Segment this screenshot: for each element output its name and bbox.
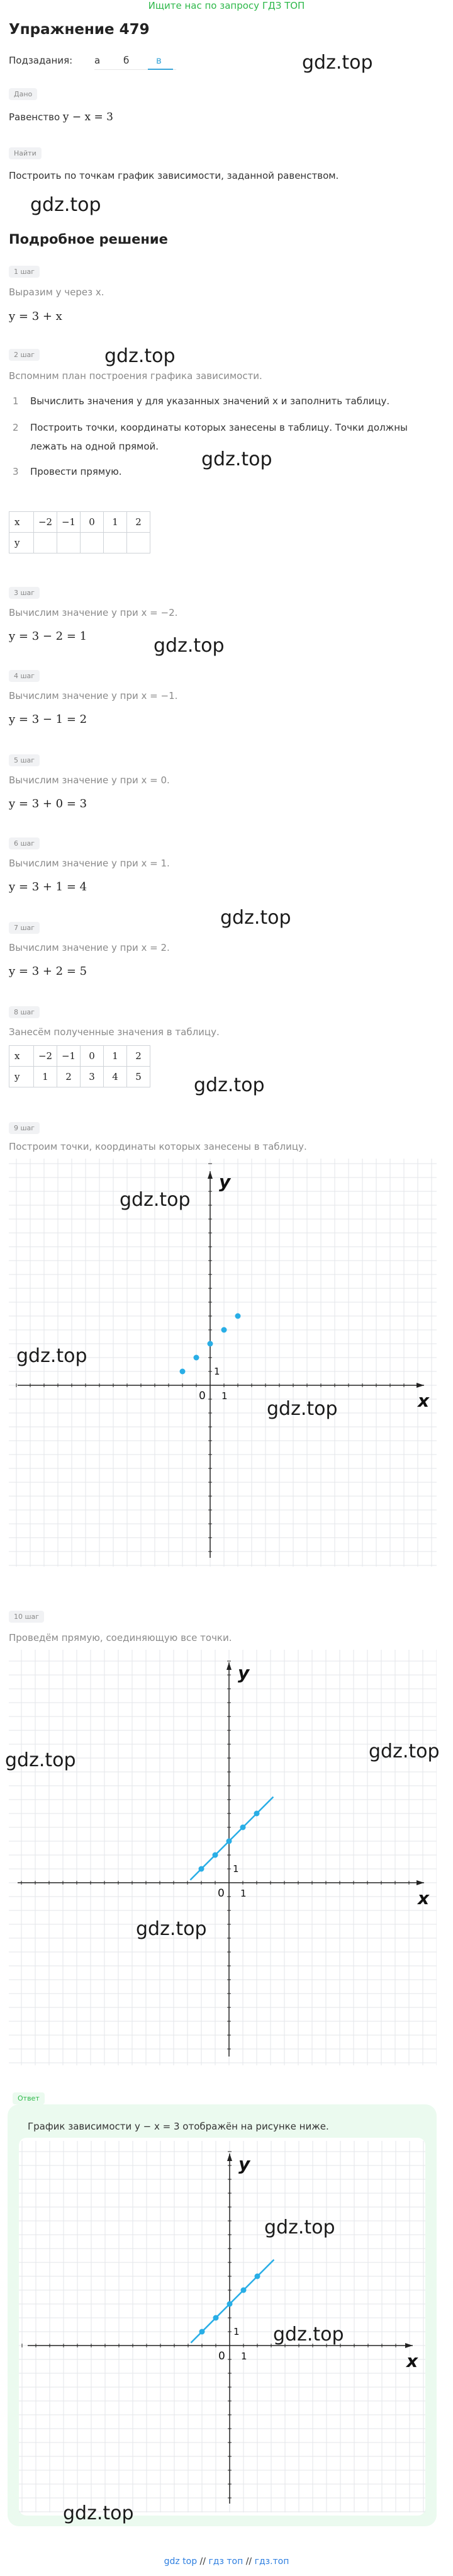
step-4-text: Вычислим значение y при x = −1. xyxy=(9,690,178,701)
data-point xyxy=(199,2329,205,2335)
step-1-tag: 1 шаг xyxy=(9,266,40,278)
table-cell: 2 xyxy=(57,1067,81,1087)
x-axis-arrow xyxy=(405,2343,413,2348)
table-cell xyxy=(81,533,104,553)
step-10-text: Проведём прямую, соединяющую все точки. xyxy=(9,1632,232,1643)
x-axis-label: x xyxy=(418,1390,430,1411)
step-7-tag: 7 шаг xyxy=(9,922,40,934)
origin-label: 0 xyxy=(218,2350,225,2363)
table-filled xyxy=(9,1045,150,1087)
step-9-tag: 9 шаг xyxy=(9,1122,40,1134)
table-cell: x xyxy=(9,512,34,533)
step-8-tag: 8 шаг xyxy=(9,1006,40,1018)
footer-link-2[interactable]: гдз топ xyxy=(208,2556,243,2567)
data-point xyxy=(208,1341,213,1347)
step-9-text: Построим точки, координаты которых занесены в таблицу. xyxy=(9,1141,307,1152)
step-1-formula: y = 3 + x xyxy=(9,310,62,323)
plan-item-2b: лежать на одной прямой. xyxy=(30,441,159,452)
table-row xyxy=(9,533,150,553)
step-4-formula: y = 3 − 1 = 2 xyxy=(9,713,87,726)
subtask-v[interactable]: в xyxy=(156,55,162,66)
step-6-tag: 6 шаг xyxy=(9,837,40,849)
step-5-formula: y = 3 + 0 = 3 xyxy=(9,797,87,810)
step-4-tag: 4 шаг xyxy=(9,670,40,682)
table-cell: 4 xyxy=(104,1067,127,1087)
find-text: Построить по точкам график зависимости, заданной равенством. xyxy=(9,170,339,181)
table-cell: 3 xyxy=(81,1067,104,1087)
x-axis-label: x xyxy=(406,2351,418,2371)
y-unit-label: 1 xyxy=(233,1863,239,1875)
plan-item-1: Вычислить значения y для указанных значений x и заполнить таблицу. xyxy=(30,395,390,407)
watermark: gdz.top xyxy=(267,1398,338,1420)
table-row xyxy=(9,1046,150,1067)
top-link[interactable]: Ищите нас по запросу ГДЗ ТОП xyxy=(148,0,305,11)
data-point xyxy=(194,1355,199,1361)
data-point xyxy=(180,1369,186,1375)
step-3-text: Вычислим значение y при x = −2. xyxy=(9,607,178,618)
subtasks-label: Подзадания: xyxy=(9,55,73,66)
footer-link-1[interactable]: gdz top xyxy=(164,2556,198,2567)
answer-text: График зависимости y − x = 3 отображён на рисунке ниже. xyxy=(28,2121,329,2132)
x-unit-label: 1 xyxy=(240,1888,247,1899)
watermark: gdz.top xyxy=(220,907,291,929)
watermark: gdz.top xyxy=(194,1074,265,1096)
data-point xyxy=(213,1853,218,1858)
table-cell: 1 xyxy=(34,1067,57,1087)
table-cell: 1 xyxy=(104,512,127,533)
table-row xyxy=(9,512,150,533)
plan-item-2: Построить точки, координаты которых занесены в таблицу. Точки должны xyxy=(30,422,408,433)
table-empty xyxy=(9,511,150,553)
page-title: Упражнение 479 xyxy=(9,21,150,38)
step-6-text: Вычислим значение y при x = 1. xyxy=(9,858,170,869)
data-point xyxy=(255,2274,260,2279)
given-tag: Дано xyxy=(9,88,37,100)
table-cell: −1 xyxy=(57,1046,81,1067)
watermark: gdz.top xyxy=(302,52,373,74)
data-point xyxy=(213,2315,219,2321)
graph-line xyxy=(9,1650,437,2065)
footer-sep: // xyxy=(243,2556,255,2567)
watermark: gdz.top xyxy=(16,1345,87,1367)
watermark: gdz.top xyxy=(30,194,101,216)
step-5-tag: 5 шаг xyxy=(9,754,40,766)
table-cell: −1 xyxy=(57,512,81,533)
subtask-a[interactable]: а xyxy=(94,55,101,66)
data-point xyxy=(226,1839,232,1844)
footer-link-3[interactable]: гдз.топ xyxy=(254,2556,289,2567)
watermark: gdz.top xyxy=(104,345,176,367)
given-label: Равенство xyxy=(9,111,63,123)
step-8-text: Занесём полученные значения в таблицу. xyxy=(9,1026,220,1038)
table-cell: y xyxy=(9,533,34,553)
plan-num-2: 2 xyxy=(13,422,19,433)
step-3-formula: y = 3 − 2 = 1 xyxy=(9,630,87,643)
table-cell: x xyxy=(9,1046,34,1067)
table-cell: 0 xyxy=(81,1046,104,1067)
data-point xyxy=(241,2288,247,2293)
active-tab-indicator xyxy=(148,69,173,70)
origin-label: 0 xyxy=(199,1390,206,1402)
answer-tag: Ответ xyxy=(13,2092,45,2104)
y-axis-label: y xyxy=(238,1662,250,1683)
grid xyxy=(9,1650,437,2065)
watermark: gdz.top xyxy=(63,2502,134,2524)
watermark: gdz.top xyxy=(5,1749,76,1771)
watermark: gdz.top xyxy=(120,1189,191,1211)
data-point xyxy=(227,2301,233,2307)
table-cell: −2 xyxy=(34,1046,57,1067)
table-cell xyxy=(34,533,57,553)
watermark: gdz.top xyxy=(154,635,225,657)
watermark: gdz.top xyxy=(136,1918,207,1940)
table-cell xyxy=(127,533,150,553)
y-axis-arrow xyxy=(226,1662,232,1670)
step-10-tag: 10 шаг xyxy=(9,1611,44,1623)
y-axis-label: y xyxy=(219,1171,231,1192)
step-7-text: Вычислим значение y при x = 2. xyxy=(9,942,170,953)
plan-num-1: 1 xyxy=(13,395,19,407)
subtask-b[interactable]: б xyxy=(123,55,130,66)
data-point xyxy=(221,1327,227,1333)
x-axis-label: x xyxy=(418,1888,430,1909)
y-axis-arrow xyxy=(227,2153,232,2161)
y-unit-label: 1 xyxy=(214,1366,220,1377)
step-2-text: Вспомним план построения графика зависимости. xyxy=(9,370,262,382)
x-unit-label: 1 xyxy=(221,1390,228,1402)
given-formula: y − x = 3 xyxy=(62,111,114,123)
table-cell xyxy=(104,533,127,553)
plan-item-3: Провести прямую. xyxy=(30,466,122,477)
table-cell: 2 xyxy=(127,1046,150,1067)
y-axis-label: y xyxy=(238,2153,250,2174)
solution-title: Подробное решение xyxy=(9,232,168,247)
data-point xyxy=(235,1314,241,1319)
footer-sep: // xyxy=(197,2556,209,2567)
data-point xyxy=(199,1866,204,1872)
origin-label: 0 xyxy=(218,1887,225,1900)
watermark: gdz.top xyxy=(264,2216,335,2238)
table-cell: 5 xyxy=(127,1067,150,1087)
watermark: gdz.top xyxy=(369,1740,440,1762)
table-cell: −2 xyxy=(34,512,57,533)
find-tag: Найти xyxy=(9,147,42,159)
data-point xyxy=(254,1811,260,1817)
table-cell: 1 xyxy=(104,1046,127,1067)
graph-answer xyxy=(19,2141,425,2512)
step-7-formula: y = 3 + 2 = 5 xyxy=(9,965,87,978)
table-cell: 2 xyxy=(127,512,150,533)
data-point xyxy=(240,1825,246,1830)
y-unit-label: 1 xyxy=(233,2326,240,2337)
table-row xyxy=(9,1067,150,1087)
step-1-text: Выразим y через x. xyxy=(9,287,104,298)
given-text xyxy=(9,111,113,123)
x-unit-label: 1 xyxy=(241,2351,247,2362)
footer xyxy=(0,2556,453,2567)
step-3-tag: 3 шаг xyxy=(9,587,40,599)
plan-num-3: 3 xyxy=(13,466,19,477)
table-cell: 0 xyxy=(81,512,104,533)
table-cell: y xyxy=(9,1067,34,1087)
step-2-tag: 2 шаг xyxy=(9,349,40,361)
grid xyxy=(19,2141,425,2512)
watermark: gdz.top xyxy=(201,448,272,470)
step-6-formula: y = 3 + 1 = 4 xyxy=(9,880,87,894)
plan-list xyxy=(13,395,440,485)
step-5-text: Вычислим значение y при x = 0. xyxy=(9,775,170,786)
watermark: gdz.top xyxy=(273,2324,344,2346)
table-cell xyxy=(57,533,81,553)
